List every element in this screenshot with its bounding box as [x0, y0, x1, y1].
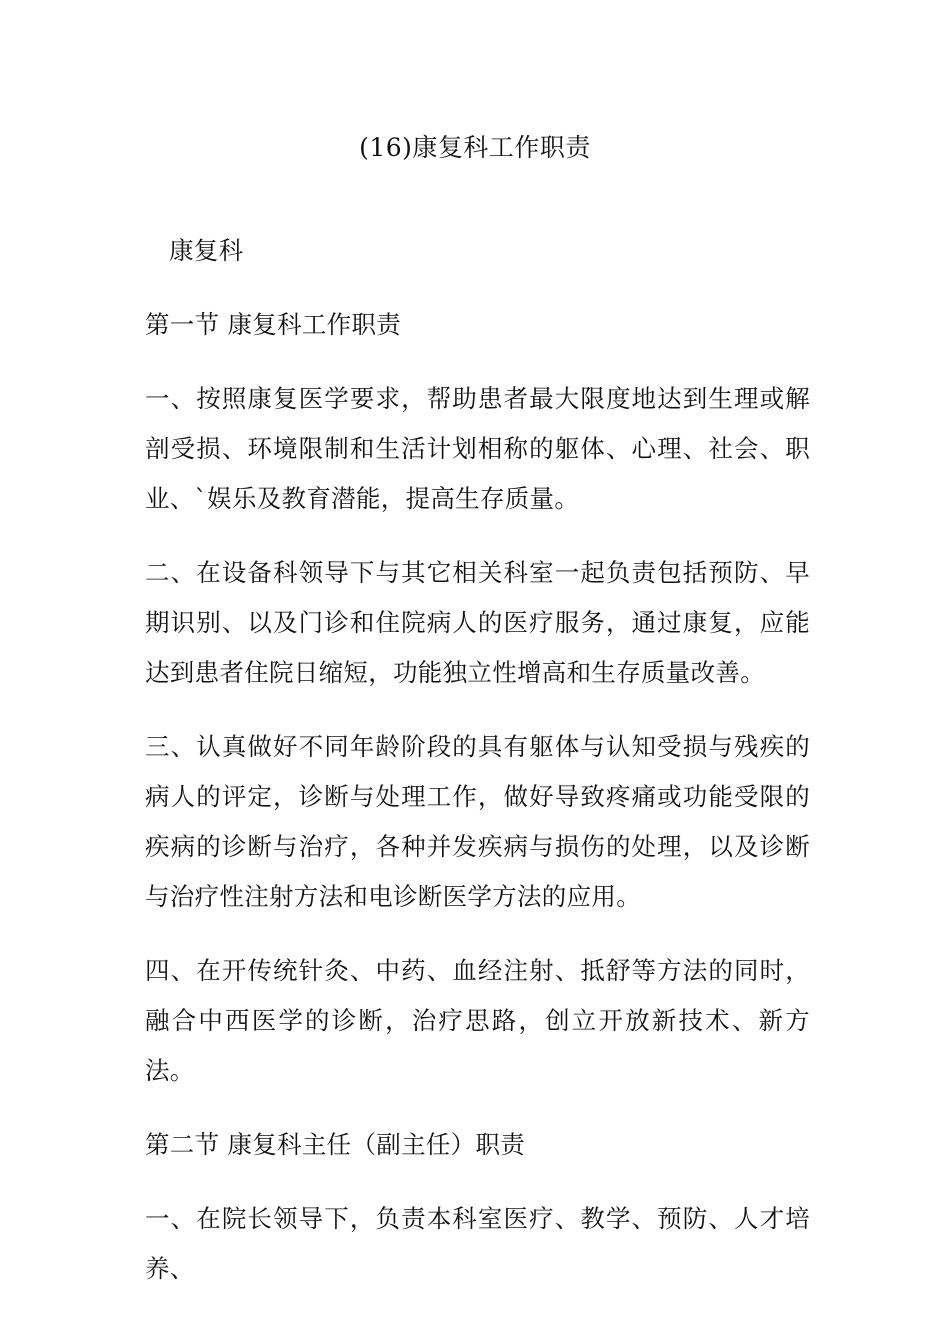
section-1-heading: 第一节 康复科工作职责	[145, 310, 402, 339]
section-1-item-1: 一、按照康复医学要求，帮助患者最大限度地达到生理或解剖受损、环境限制和生活计划相称的躯体、心理、社会、职业、`娱乐及教育潜能，提高生存质量。	[145, 384, 810, 513]
department-name: 康复科	[169, 236, 244, 265]
section-1-item-4: 四、在开传统针灸、中药、血经注射、抵舒等方法的同时，融合中西医学的诊断，治疗思路，创立开放新技术、新方法。	[145, 956, 810, 1085]
section-2-heading: 第二节 康复科主任（副主任）职责	[145, 1130, 526, 1159]
document-body	[145, 226, 810, 1318]
section-1-item-3: 三、认真做好不同年龄阶段的具有躯体与认知受损与残疾的病人的评定，诊断与处理工作，做好导致疼痛或功能受限的疾病的诊断与治疗，各种并发疾病与损伤的处理，以及诊断与治疗性注射方法和电诊断医学方法的应用。	[145, 732, 810, 911]
section-1-item-2: 二、在设备科领导下与其它相关科室一起负责包括预防、早期识别、以及门诊和住院病人的医疗服务，通过康复，应能达到患者住院日缩短，功能独立性增高和生存质量改善。	[145, 558, 810, 687]
section-2-item-1: 一、在院长领导下，负责本科室医疗、教学、预防、人才培养、	[145, 1204, 810, 1283]
document-title: (16)康复科工作职责	[359, 133, 591, 162]
